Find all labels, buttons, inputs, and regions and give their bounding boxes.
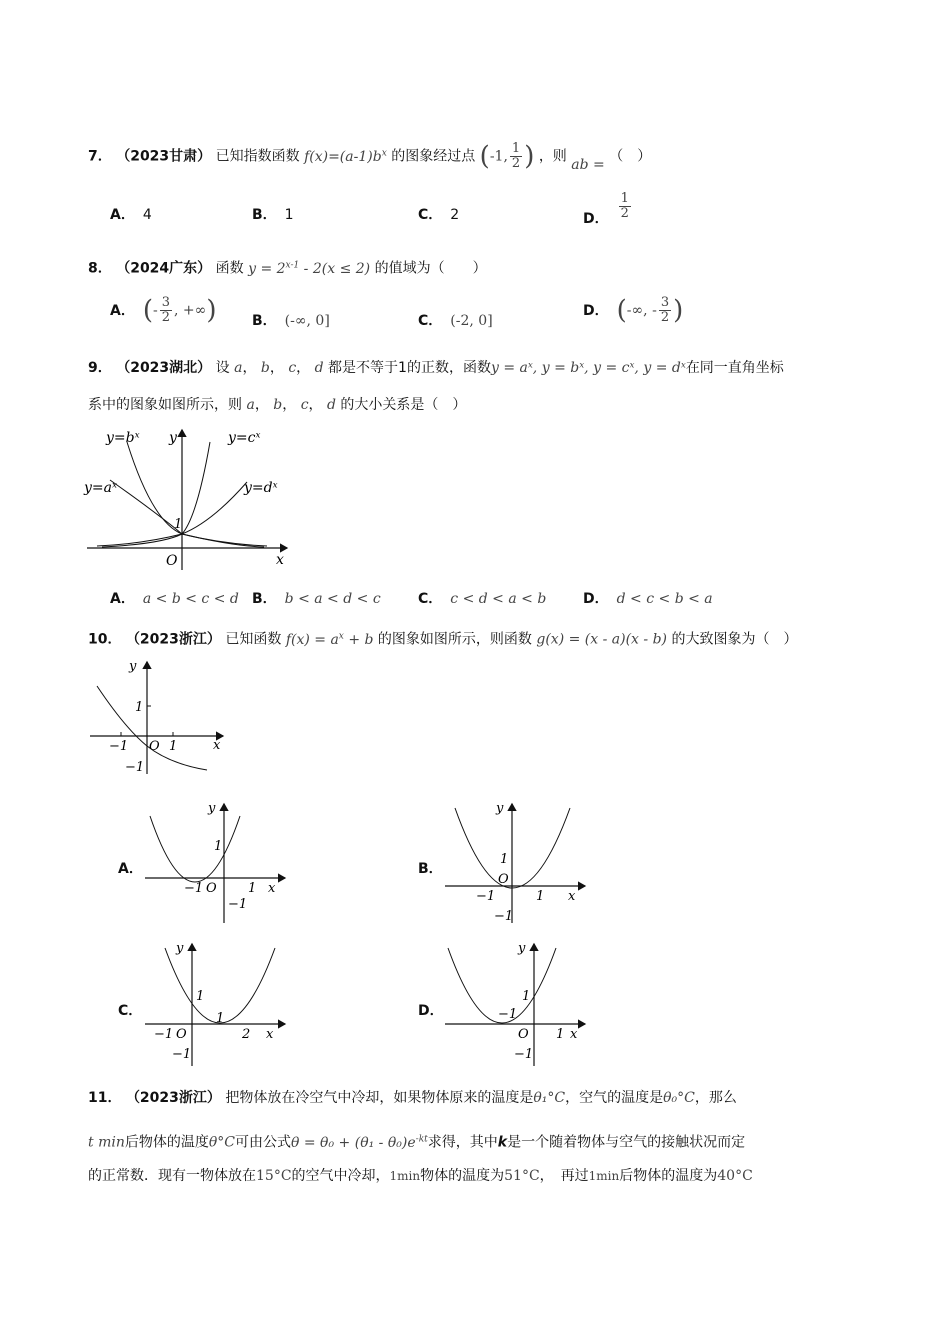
question-number: 8． (88, 260, 112, 277)
option-d[interactable]: D． (-∞, - $\frac{3}{2}$ ) (583, 295, 684, 326)
svg-text:y: y (208, 801, 216, 816)
svg-text:O: O (518, 1027, 529, 1042)
question-text: 的图象如图所示，则函数 (377, 631, 532, 648)
question-text: ，那么 (694, 1090, 737, 1106)
question-11-line-3 (88, 1166, 753, 1186)
var-c: c (288, 360, 297, 376)
option-a[interactable]: A． (118, 861, 143, 877)
question-text: 把物体放在冷空气中冷却，如果物体原来的温度是 (225, 1090, 534, 1106)
question-text: 在同一直角坐标 (685, 360, 784, 376)
fraction: $\frac{1}{2}$ (511, 141, 521, 171)
option-b[interactable]: B． b < a < d < c (252, 591, 381, 607)
svg-text:O: O (206, 881, 217, 896)
option-b[interactable]: B． 1 (252, 207, 294, 223)
question-text: 已知函数 (225, 631, 282, 648)
label-d-curve: y=dˣ (244, 480, 278, 496)
question-source: （2023湖北） (116, 360, 212, 376)
question-9: 9． （2023湖北） 设 a， b， c， d 都是不等于1的正数，函数y = aˣ, y = bˣ, y = cˣ, y = dˣ在同一直角坐标 (88, 360, 784, 376)
var-d: d (314, 360, 324, 376)
question-source: （2023浙江） (125, 1090, 221, 1106)
option-c[interactable]: C． 2 (418, 207, 460, 223)
math-formula: $f(x)=(a-1)b^x$ (304, 147, 387, 165)
svg-text:y: y (176, 941, 184, 956)
question-7: 7． （2023甘肃） 已知指数函数 $f(x)=(a-1)b^x$ 的图象经过点 (-1, $\frac{1}{2}$ ) ，则 ab = （ ） (88, 141, 652, 173)
question-text: 都是不等于1的正数，函数 (328, 360, 491, 376)
option-c[interactable]: C． (-2, 0] (418, 313, 493, 329)
question-text: ，则 (538, 148, 567, 165)
svg-text:1: 1 (214, 839, 223, 854)
svg-text:y: y (496, 801, 504, 816)
question-number: 10． (88, 631, 122, 648)
label-a-curve: y=aˣ (84, 480, 117, 496)
question-text: 的大致图象为（ ） (671, 631, 798, 648)
question-number: 7． (88, 148, 112, 165)
tick-label: 1 (135, 700, 144, 715)
var-a: a (234, 360, 243, 376)
question-text: ， 再过 (539, 1168, 589, 1184)
svg-text:O: O (498, 872, 509, 887)
math-formula: θ₁°C (533, 1090, 566, 1106)
option-b[interactable]: B． (418, 861, 443, 877)
svg-text:−1: −1 (476, 889, 496, 904)
tick-label: −1 (109, 739, 129, 754)
math-formula: -1, (489, 148, 508, 165)
svg-text:x: x (268, 881, 276, 896)
math-formula: θ₀°C (663, 1090, 695, 1106)
svg-text:1: 1 (522, 989, 531, 1004)
origin-label: O (149, 739, 160, 754)
math-formula: $f(x) = a^x + b$ (285, 631, 374, 648)
question-8 (88, 255, 487, 279)
question-text: 后物体的温度 (124, 1134, 209, 1151)
svg-text:1: 1 (500, 852, 509, 867)
option-a[interactable]: A． 4 (110, 207, 152, 223)
question-text: 后物体的温度为 (619, 1168, 718, 1184)
svg-text:−1: −1 (172, 1047, 192, 1062)
option-d[interactable]: D． (418, 1003, 444, 1019)
question-text: 系中的图象如图所示，则 (88, 397, 242, 413)
question-10 (88, 626, 797, 650)
question-text: 是一个随着物体与空气的接触状况而定 (507, 1134, 746, 1151)
y-axis-label: y (129, 659, 137, 674)
option-d[interactable]: D． d < c < b < a (583, 591, 713, 607)
var-b: b (260, 360, 270, 376)
tick-label: 1 (169, 739, 178, 754)
question-text: 的正常数．现有一物体放在 (88, 1168, 256, 1184)
question-text: 函数 (215, 260, 244, 277)
svg-text:−1: −1 (498, 1007, 518, 1022)
option-d-graph[interactable] (440, 938, 590, 1070)
svg-text:1: 1 (556, 1027, 565, 1042)
y-axis-label: y (169, 430, 177, 446)
svg-text:−1: −1 (228, 897, 248, 912)
option-b[interactable]: B． (-∞, 0] (252, 313, 330, 329)
math-formula: 1min (588, 1169, 620, 1183)
svg-text:x: x (568, 889, 576, 904)
option-c[interactable]: C． (118, 1003, 143, 1019)
svg-text:x: x (570, 1027, 578, 1042)
math-formula: 51°C (504, 1168, 540, 1184)
svg-text:y: y (518, 941, 526, 956)
math-formula: g(x) = (x - a)(x - b) (536, 631, 667, 648)
question-11-line-2 (88, 1129, 745, 1153)
question-text: 的图象经过点 (391, 148, 476, 165)
label-c-curve: y=cˣ (228, 430, 261, 446)
question-text: 的值域为（ ） (374, 260, 487, 277)
option-b-graph[interactable] (440, 798, 590, 928)
question-source: （2023甘肃） (116, 148, 212, 165)
x-axis-label: x (213, 738, 221, 753)
origin-label: O (166, 553, 178, 569)
question-source: （2024广东） (116, 260, 212, 277)
question-text: 物体的温度为 (420, 1168, 505, 1184)
tick-1: 1 (174, 517, 183, 532)
label-b-curve: y=bˣ (106, 430, 140, 446)
math-formula: $\theta = \theta_0 + (\theta_1 - \theta_0)e^{-kt}$ (291, 1134, 428, 1151)
math-formula: 15°C (256, 1168, 292, 1184)
tick-label: −1 (125, 760, 145, 775)
var-k: k (497, 1134, 508, 1151)
math-formula: 40°C (717, 1168, 753, 1184)
svg-text:O: O (176, 1027, 187, 1042)
option-c-graph[interactable] (140, 938, 290, 1070)
svg-text:−1: −1 (494, 909, 514, 924)
question-number: 9． (88, 360, 112, 376)
question-text: 的大小关系是（ ） (340, 397, 467, 413)
svg-text:−1: −1 (184, 881, 204, 896)
question-text: ，空气的温度是 (565, 1090, 664, 1106)
math-formula: θ°C (208, 1134, 235, 1151)
svg-text:1: 1 (536, 889, 545, 904)
math-formula: y = aˣ, y = bˣ, y = cˣ, y = dˣ (490, 360, 686, 376)
svg-text:−1: −1 (154, 1027, 174, 1042)
svg-text:1: 1 (216, 1011, 225, 1026)
math-formula: 1min (389, 1169, 421, 1183)
math-formula: ab = (571, 156, 605, 173)
answer-blank: （ ） (609, 148, 652, 165)
math-formula: t min (88, 1134, 125, 1151)
option-a[interactable]: A． a < b < c < d (110, 591, 239, 607)
svg-text:x: x (266, 1027, 274, 1042)
question-number: 11． (88, 1090, 122, 1106)
question-text: 设 (215, 360, 230, 376)
q9-graph (82, 422, 297, 572)
svg-text:2: 2 (242, 1027, 251, 1042)
math-formula: $y = 2^{x-1} - 2(x \le 2)$ (248, 260, 371, 277)
question-9-line-2: 系中的图象如图所示，则 a， b， c， d 的大小关系是（ ） (88, 397, 467, 413)
question-11 (88, 1088, 737, 1108)
question-source: （2023浙江） (125, 631, 221, 648)
option-d[interactable]: D． $\frac{1}{2}$ (583, 191, 629, 227)
svg-text:−1: −1 (514, 1047, 534, 1062)
option-c[interactable]: C． c < d < a < b (418, 591, 547, 607)
question-text: 求得，其中 (427, 1134, 498, 1151)
x-axis-label: x (276, 552, 284, 568)
svg-text:1: 1 (248, 881, 257, 896)
question-text: 的空气中冷却， (291, 1168, 390, 1184)
option-a-graph[interactable] (140, 798, 290, 928)
q10-main-graph (85, 656, 230, 776)
svg-text:1: 1 (196, 989, 205, 1004)
question-text: 已知指数函数 (215, 148, 300, 165)
question-text: 可由公式 (235, 1134, 291, 1151)
option-a[interactable]: A． (- $\frac{3}{2}$ , +∞) (110, 295, 217, 326)
